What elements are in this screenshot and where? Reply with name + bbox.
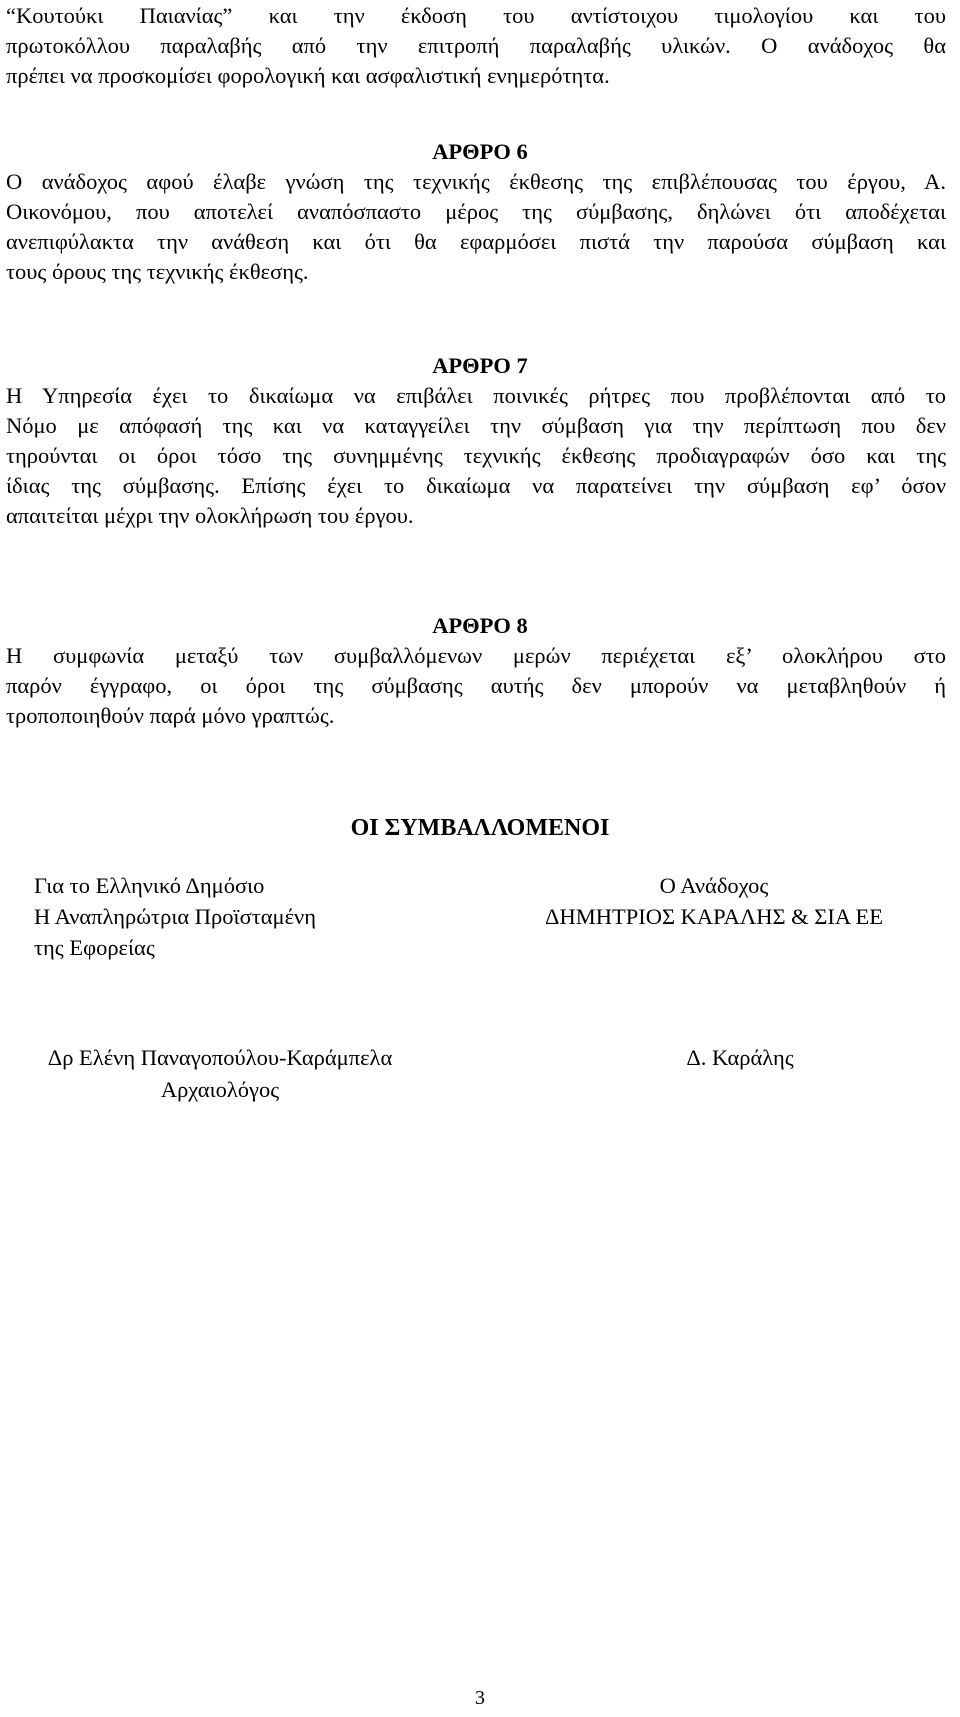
article-7-heading: ΑΡΘΡΟ 7	[432, 353, 528, 378]
article-8-line-3: τροποποιηθούν παρά μόνο γραπτώς.	[6, 703, 335, 728]
right-signatory-name: Δ. Καράλης	[686, 1045, 794, 1070]
left-party-line-3: της Εφορείας	[34, 935, 155, 960]
intro-line-1: “Κουτούκι Παιανίας” και την έκδοση του αντίστοιχου τιμολογίου και του	[6, 3, 946, 28]
article-7-line-5: απαιτείται μέχρι την ολοκλήρωση του έργου.	[6, 503, 414, 528]
right-party-line-1: Ο Ανάδοχος	[659, 873, 769, 898]
article-8-line-1: Η συμφωνία μεταξύ των συμβαλλόμενων μερών περιέχεται εξ’ ολοκλήρου στο	[6, 643, 946, 668]
left-party-line-1: Για το Ελληνικό Δημόσιο	[34, 873, 265, 898]
left-signatory-title: Αρχαιολόγος	[160, 1077, 280, 1102]
article-7-line-1: Η Υπηρεσία έχει το δικαίωμα να επιβάλει ποινικές ρήτρες που προβλέπονται από το	[6, 383, 946, 408]
article-6-line-1: Ο ανάδοχος αφού έλαβε γνώση της τεχνικής έκθεσης της επιβλέπουσας του έργου, Α.	[6, 169, 946, 194]
article-8-line-2: παρόν έγγραφο, οι όροι της σύμβασης αυτής δεν μπορούν να μεταβληθούν ή	[6, 673, 946, 698]
article-6-heading: ΑΡΘΡΟ 6	[432, 139, 528, 164]
left-party-line-2: Η Αναπληρώτρια Προϊσταμένη	[34, 904, 316, 929]
left-signatory-name: Δρ Ελένη Παναγοπούλου-Καράμπελα	[47, 1045, 393, 1070]
article-7-line-2: Νόμο με απόφασή της και να καταγγείλει την σύμβαση για την περίπτωση που δεν	[6, 413, 946, 438]
intro-line-3: πρέπει να προσκομίσει φορολογική και ασφαλιστική ενημερότητα.	[6, 63, 610, 88]
parties-heading: ΟΙ ΣΥΜΒΑΛΛΟΜΕΝΟΙ	[350, 815, 610, 841]
article-7-line-4: ίδιας της σύμβασης. Επίσης έχει το δικαίωμα να παρατείνει την σύμβαση εφ’ όσον	[6, 473, 946, 498]
article-8-heading: ΑΡΘΡΟ 8	[432, 613, 528, 638]
article-7-line-3: τηρούνται οι όροι τόσο της συνημμένης τεχνικής έκθεσης προδιαγραφών όσο και της	[6, 443, 946, 468]
article-6-line-3: ανεπιφύλακτα την ανάθεση και ότι θα εφαρμόσει πιστά την παρούσα σύμβαση και	[6, 229, 946, 254]
right-party-line-2: ΔΗΜΗΤΡΙΟΣ ΚΑΡΑΛΗΣ & ΣΙΑ ΕΕ	[544, 904, 884, 929]
intro-line-2: πρωτοκόλλου παραλαβής από την επιτροπή παραλαβής υλικών. Ο ανάδοχος θα	[6, 33, 946, 58]
article-6-line-2: Οικονόμου, που αποτελεί αναπόσπαστο μέρος της σύμβασης, δηλώνει ότι αποδέχεται	[6, 199, 946, 224]
article-6-line-4: τους όρους της τεχνικής έκθεσης.	[6, 259, 309, 284]
page-number: 3	[475, 1687, 485, 1709]
